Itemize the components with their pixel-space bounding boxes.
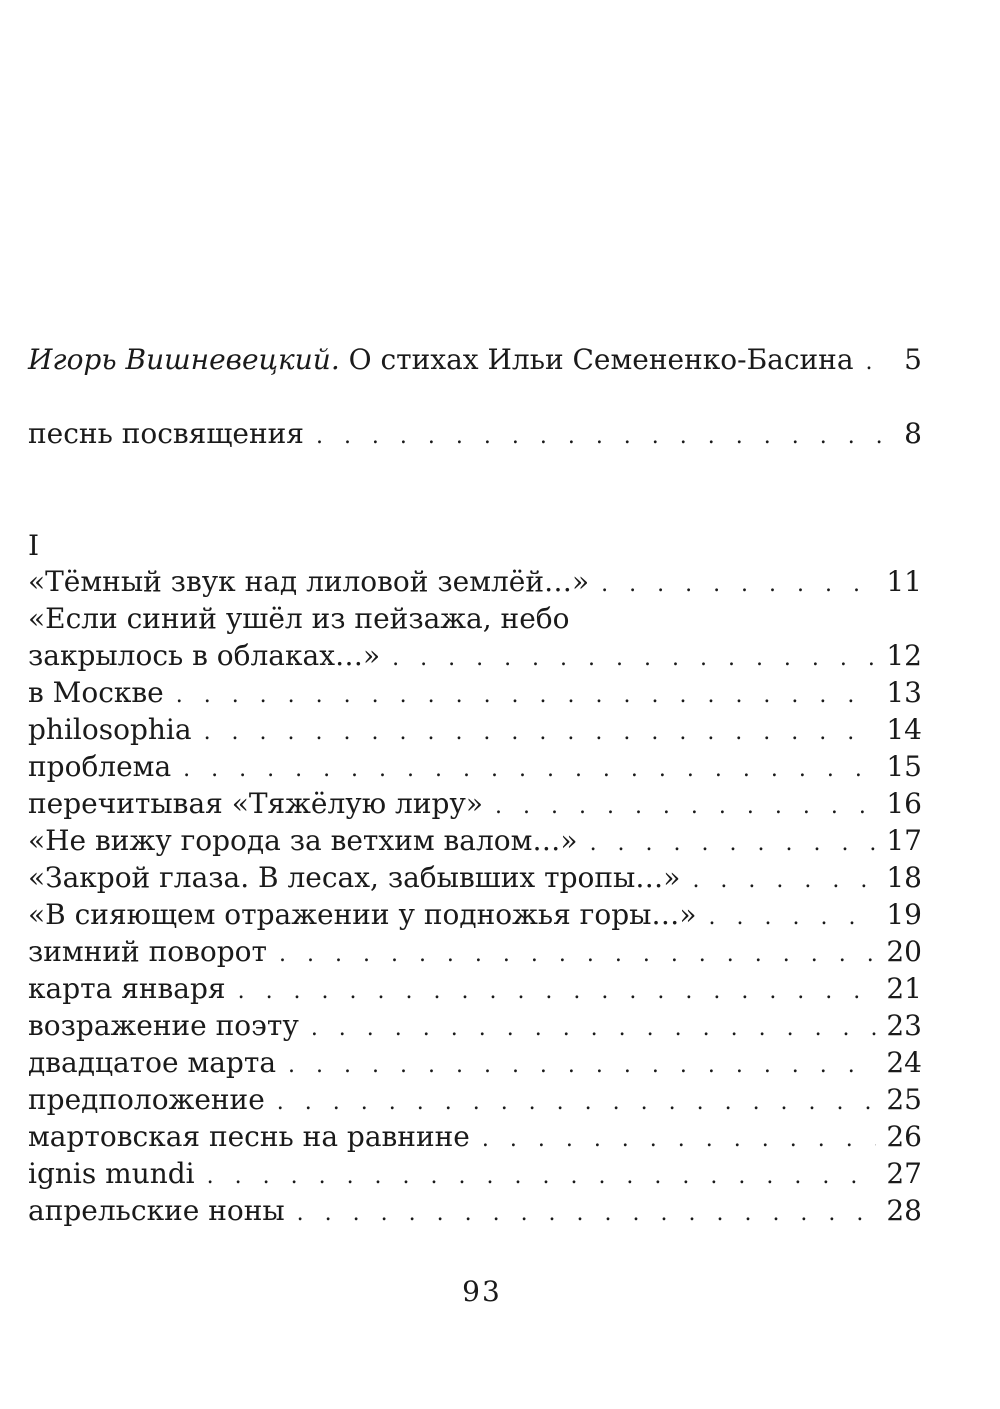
toc-entry[interactable] bbox=[28, 858, 922, 898]
toc-entry[interactable] bbox=[28, 969, 922, 1009]
toc-entry-title: ignis mundi bbox=[28, 1157, 195, 1190]
toc-entry-page: 23 bbox=[886, 1009, 922, 1042]
toc-entry-title: предположение bbox=[28, 1083, 265, 1116]
page-number: 93 bbox=[462, 1275, 502, 1308]
toc-entry-title: возражение поэту bbox=[28, 1009, 299, 1042]
toc-entry[interactable] bbox=[28, 710, 922, 750]
toc-entry-title: «Не вижу города за ветхим валом…» bbox=[28, 824, 578, 857]
toc-entry-page: 20 bbox=[886, 935, 922, 968]
toc-entry-title: закрылось в облаках…» bbox=[28, 639, 381, 672]
toc-entry-author: Игорь Вишневецкий. bbox=[28, 343, 340, 376]
toc-entry[interactable] bbox=[28, 1006, 922, 1046]
toc-entry-title: карта января bbox=[28, 972, 226, 1005]
toc-entry-page: 16 bbox=[886, 787, 922, 820]
toc-entry-title: двадцатое марта bbox=[28, 1046, 277, 1079]
toc-entry-page: 21 bbox=[886, 972, 922, 1005]
toc-entry-title: проблема bbox=[28, 750, 172, 783]
toc-entry-page: 27 bbox=[886, 1157, 922, 1190]
toc-entry[interactable] bbox=[28, 784, 922, 824]
toc-entry[interactable] bbox=[28, 895, 922, 935]
toc-entry-title: мартовская песнь на равнине bbox=[28, 1120, 470, 1153]
toc-entry[interactable] bbox=[28, 747, 922, 787]
toc-entry-title: «В сияющем отражении у подножья горы…» bbox=[28, 898, 697, 931]
toc-entry-title: перечитывая «Тяжёлую лиру» bbox=[28, 787, 484, 820]
toc-entry-page: 13 bbox=[886, 676, 922, 709]
toc-entry[interactable] bbox=[28, 636, 922, 676]
toc-entry-title: зимний поворот bbox=[28, 935, 268, 968]
toc-entry-title-text: О стихах Ильи Семененко-Басина bbox=[339, 343, 854, 376]
toc-entry-page: 11 bbox=[886, 565, 922, 598]
toc-entry[interactable] bbox=[28, 932, 922, 972]
dot-leader bbox=[316, 417, 894, 457]
toc-entry-page: 28 bbox=[886, 1194, 922, 1227]
toc-entry[interactable] bbox=[28, 1117, 922, 1157]
toc-entry-title: апрельские ноны bbox=[28, 1194, 285, 1227]
toc-entry-page: 5 bbox=[904, 343, 922, 376]
dot-leader bbox=[297, 1194, 877, 1234]
toc-entry[interactable] bbox=[28, 1080, 922, 1120]
toc-entry-page: 18 bbox=[886, 861, 922, 894]
toc-entry-title bbox=[28, 340, 854, 380]
toc-entry[interactable] bbox=[28, 821, 922, 861]
toc-entry-page: 24 bbox=[886, 1046, 922, 1079]
toc-entry[interactable] bbox=[28, 1043, 922, 1083]
toc-entry-title: в Москве bbox=[28, 676, 164, 709]
toc-entry-page: 12 bbox=[886, 639, 922, 672]
toc-entry[interactable] bbox=[28, 1191, 922, 1231]
toc-entry-title: песнь посвящения bbox=[28, 417, 304, 450]
toc-entry-page: 8 bbox=[904, 417, 922, 450]
toc-entry-page: 15 bbox=[886, 750, 922, 783]
toc-entry-title: «Тёмный звук над лиловой землёй…» bbox=[28, 565, 590, 598]
section-numeral: I bbox=[28, 529, 40, 562]
toc-entry-page: 25 bbox=[886, 1083, 922, 1116]
toc-entry-title: philosophia bbox=[28, 713, 192, 746]
toc-entry-title-line1[interactable]: «Если синий ушёл из пейзажа, небо bbox=[28, 602, 570, 635]
dot-leader bbox=[601, 565, 876, 605]
toc-entry-dedication[interactable] bbox=[28, 414, 922, 454]
toc-entry-title: «Закрой глаза. В лесах, забывших тропы…» bbox=[28, 861, 681, 894]
toc-entry-page: 26 bbox=[886, 1120, 922, 1153]
toc-entry-page: 19 bbox=[886, 898, 922, 931]
dot-leader bbox=[866, 343, 895, 383]
toc-entry[interactable] bbox=[28, 673, 922, 713]
toc-entry-page: 17 bbox=[886, 824, 922, 857]
toc-entry[interactable] bbox=[28, 562, 922, 602]
toc-entry[interactable] bbox=[28, 1154, 922, 1194]
toc-entry-page: 14 bbox=[886, 713, 922, 746]
toc-entry-preface[interactable] bbox=[28, 340, 922, 380]
